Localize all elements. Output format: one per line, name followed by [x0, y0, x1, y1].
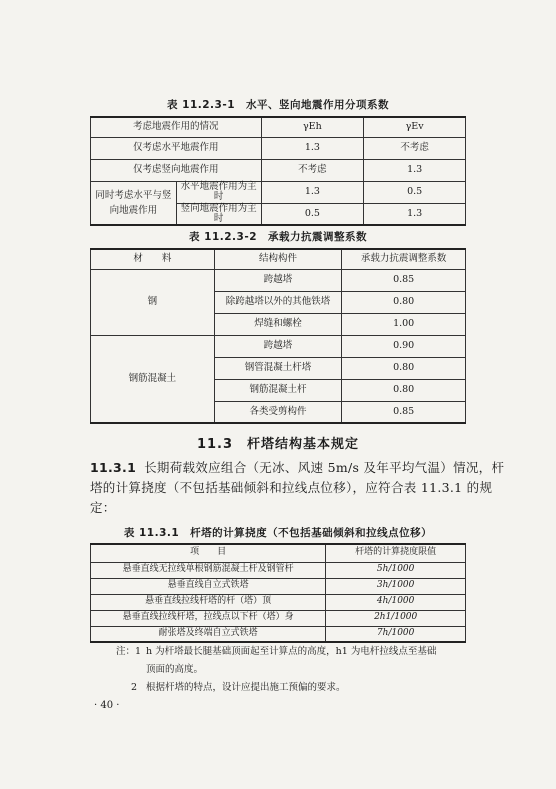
header-cell: 杆塔的计算挠度限值: [326, 544, 466, 562]
cell-value: 5h/1000: [326, 562, 466, 578]
header-cell: 考虑地震作用的情况: [91, 117, 262, 137]
note-2-text: 根据杆塔的特点，设计应提出施工预偏的要求。: [146, 682, 346, 693]
cell-value: 0.5: [364, 181, 466, 203]
cell-value: 0.85: [342, 269, 466, 291]
item-cell: 悬垂直线拉线杆塔的杆（塔）顶: [91, 594, 326, 610]
cell-value: 0.5: [261, 203, 364, 225]
table-row: [91, 594, 466, 610]
member-cell: 钢管混凝土杆塔: [214, 357, 342, 379]
item-cell: 悬垂直线拉线杆塔，拉线点以下杆（塔）身: [91, 610, 326, 626]
table-seismic-adjustment-factors: [90, 248, 466, 424]
table-row: [91, 335, 466, 357]
header-cell: 材 料: [91, 249, 215, 269]
member-cell: 钢筋混凝土杆: [214, 379, 342, 401]
cell-value: 0.80: [342, 357, 466, 379]
note-2-label: 2: [131, 682, 138, 693]
table2-caption: 表 11.2.3-2 承载力抗震调整系数: [188, 231, 368, 243]
note-label: 注：1: [116, 646, 142, 657]
cell-value: 1.00: [342, 313, 466, 335]
clause-number: 11.3.1: [90, 460, 137, 475]
table3-caption: 表 11.3.1 杆塔的计算挠度（不包括基础倾斜和拉线点位移）: [123, 527, 433, 539]
header-cell: 项 目: [91, 544, 326, 562]
table-header-row: [91, 249, 466, 269]
cell-value: 1.3: [261, 137, 364, 159]
row-label: 水平地震作用为主时: [176, 181, 261, 203]
cell-value: 1.3: [364, 159, 466, 181]
cell-value: 7h/1000: [326, 626, 466, 642]
table-row: [91, 610, 466, 626]
cell-value: 2h1/1000: [326, 610, 466, 626]
note-1-line-2: 顶面的高度。: [146, 664, 204, 675]
table-row: [91, 159, 466, 181]
material-cell: 钢: [91, 269, 215, 335]
cell-value: 不考虑: [364, 137, 466, 159]
table-tower-deflection-limits: [90, 543, 466, 643]
table-row: [91, 562, 466, 578]
cell-value: 0.80: [342, 379, 466, 401]
header-cell: γEh: [261, 117, 364, 137]
table-row: [91, 578, 466, 594]
page-number: · 40 ·: [94, 700, 120, 711]
member-cell: 跨越塔: [214, 269, 342, 291]
item-cell: 悬垂直线自立式铁塔: [91, 578, 326, 594]
cell-value: 0.85: [342, 401, 466, 423]
table-row: [91, 181, 466, 203]
table-row: [91, 137, 466, 159]
header-cell: 承载力抗震调整系数: [342, 249, 466, 269]
table-header-row: [91, 117, 466, 137]
table-row: [91, 626, 466, 642]
member-cell: 跨越塔: [214, 335, 342, 357]
item-cell: 悬垂直线无拉线单根钢筋混凝土杆及钢管杆: [91, 562, 326, 578]
cell-value: 不考虑: [261, 159, 364, 181]
table-row: [91, 269, 466, 291]
member-cell: 焊缝和螺栓: [214, 313, 342, 335]
material-cell: 钢筋混凝土: [91, 335, 215, 423]
table1-caption: 表 11.2.3-1 水平、竖向地震作用分项系数: [166, 99, 390, 111]
section-heading: 11.3 杆塔结构基本规定: [196, 437, 360, 452]
row-label: 仅考虑水平地震作用: [91, 137, 262, 159]
row-label: 仅考虑竖向地震作用: [91, 159, 262, 181]
header-cell: γEv: [364, 117, 466, 137]
member-cell: 除跨越塔以外的其他铁塔: [214, 291, 342, 313]
table-header-row: [91, 544, 466, 562]
cell-value: 3h/1000: [326, 578, 466, 594]
note-1-line-1: h 为杆塔最长腿基础顶面起至计算点的高度，h1 为电杆拉线点至基础: [146, 646, 437, 657]
row-label: 竖向地震作用为主时: [176, 203, 261, 225]
header-cell: 结构构件: [214, 249, 342, 269]
clause-text: 长期荷载效应组合（无冰、风速 5m/s 及年平均气温）情况，杆塔的计算挠度（不包括基础倾斜和拉线点位移），应符合表 11.3.1 的规定：: [90, 460, 505, 515]
cell-value: 0.80: [342, 291, 466, 313]
cell-value: 4h/1000: [326, 594, 466, 610]
item-cell: 耐张塔及终端自立式铁塔: [91, 626, 326, 642]
cell-value: 1.3: [364, 203, 466, 225]
cell-value: 0.90: [342, 335, 466, 357]
combined-label: 同时考虑水平与竖向地震作用: [91, 181, 177, 225]
member-cell: 各类受剪构件: [214, 401, 342, 423]
clause-paragraph: [90, 458, 510, 518]
cell-value: 1.3: [261, 181, 364, 203]
table-seismic-partial-factors: [90, 116, 466, 226]
